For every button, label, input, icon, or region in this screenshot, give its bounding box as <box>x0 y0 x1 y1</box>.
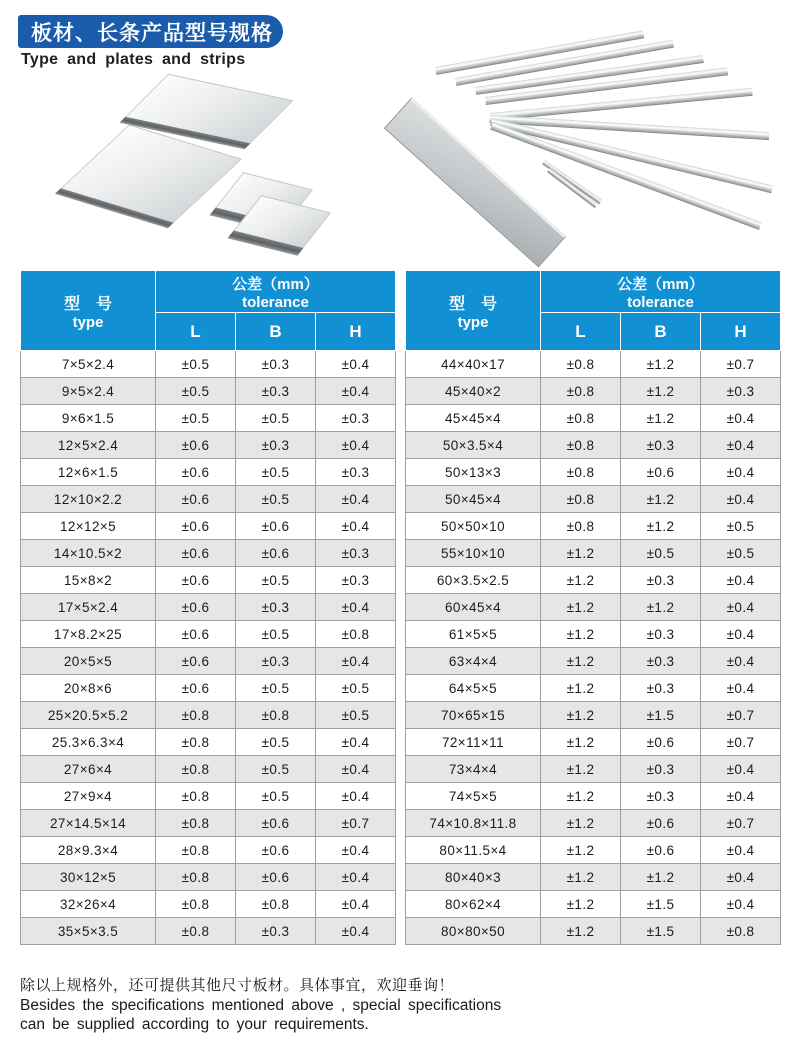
type-cell: 15×8×2 <box>21 567 156 594</box>
table-row <box>406 594 781 621</box>
tolerance-cell: ±0.3 <box>236 594 316 621</box>
table-row <box>406 405 781 432</box>
tolerance-cell: ±0.4 <box>701 837 781 864</box>
page-title: 板材、长条产品型号规格 <box>31 21 273 45</box>
tolerance-cell: ±0.3 <box>316 567 396 594</box>
tolerance-cell: ±1.2 <box>541 837 621 864</box>
tolerance-cell: ±0.4 <box>701 783 781 810</box>
table-row <box>406 540 781 567</box>
type-cell: 32×26×4 <box>21 891 156 918</box>
tolerance-cell: ±0.4 <box>316 891 396 918</box>
tolerance-cell: ±0.5 <box>316 675 396 702</box>
tolerance-cell: ±0.4 <box>701 891 781 918</box>
tolerance-cell: ±1.2 <box>621 378 701 405</box>
tolerance-cell: ±0.3 <box>701 378 781 405</box>
tolerance-cell: ±1.2 <box>541 594 621 621</box>
table-row <box>21 405 396 432</box>
table-row <box>21 891 396 918</box>
tolerance-cell: ±0.4 <box>701 567 781 594</box>
tolerance-cell: ±0.4 <box>316 864 396 891</box>
page-subtitle: Type and plates and strips <box>21 51 246 68</box>
tolerance-cell: ±0.6 <box>236 513 316 540</box>
tolerance-cell: ±0.5 <box>236 729 316 756</box>
tolerance-cell: ±1.2 <box>541 891 621 918</box>
tolerance-cell: ±0.4 <box>701 864 781 891</box>
metal-strip <box>547 168 598 208</box>
column-header-l: L <box>541 313 621 351</box>
tolerance-cell: ±0.6 <box>236 810 316 837</box>
tolerance-cell: ±1.2 <box>621 486 701 513</box>
tolerance-cell: ±0.8 <box>156 837 236 864</box>
type-cell: 80×11.5×4 <box>406 837 541 864</box>
tolerance-cell: ±0.6 <box>156 540 236 567</box>
table-row <box>406 351 781 378</box>
column-header-l: L <box>156 313 236 351</box>
tolerance-header: 公差（mm） tolerance <box>156 271 396 313</box>
type-cell: 55×10×10 <box>406 540 541 567</box>
tolerance-cell: ±0.3 <box>621 756 701 783</box>
table-row <box>21 432 396 459</box>
tolerance-cell: ±0.8 <box>541 405 621 432</box>
table-row <box>21 918 396 945</box>
table-row <box>21 837 396 864</box>
type-cell: 27×6×4 <box>21 756 156 783</box>
type-cell: 7×5×2.4 <box>21 351 156 378</box>
type-cell: 64×5×5 <box>406 675 541 702</box>
tolerance-cell: ±0.4 <box>316 918 396 945</box>
tolerance-cell: ±0.8 <box>541 432 621 459</box>
type-cell: 27×9×4 <box>21 783 156 810</box>
type-cell: 14×10.5×2 <box>21 540 156 567</box>
type-cell: 35×5×3.5 <box>21 918 156 945</box>
tolerance-cell: ±0.5 <box>236 459 316 486</box>
table-row <box>21 729 396 756</box>
type-cell: 27×14.5×14 <box>21 810 156 837</box>
tolerance-cell: ±0.8 <box>541 486 621 513</box>
tolerance-cell: ±0.8 <box>541 351 621 378</box>
tolerance-cell: ±1.5 <box>621 891 701 918</box>
tolerance-cell: ±1.2 <box>541 540 621 567</box>
tolerance-cell: ±0.4 <box>701 621 781 648</box>
tolerance-cell: ±0.8 <box>156 702 236 729</box>
type-cell: 45×40×2 <box>406 378 541 405</box>
tolerance-cell: ±0.4 <box>316 783 396 810</box>
tolerance-cell: ±0.8 <box>701 918 781 945</box>
type-cell: 17×8.2×25 <box>21 621 156 648</box>
table-row <box>21 459 396 486</box>
type-cell: 9×6×1.5 <box>21 405 156 432</box>
table-row <box>21 486 396 513</box>
tolerance-cell: ±1.2 <box>541 756 621 783</box>
tolerance-cell: ±0.8 <box>156 756 236 783</box>
tolerance-cell: ±0.6 <box>236 864 316 891</box>
table-row <box>21 648 396 675</box>
table-row <box>21 675 396 702</box>
tolerance-cell: ±0.6 <box>156 675 236 702</box>
tolerance-cell: ±0.4 <box>316 513 396 540</box>
tolerance-cell: ±0.3 <box>621 675 701 702</box>
tolerance-cell: ±0.5 <box>701 513 781 540</box>
table-row <box>21 513 396 540</box>
type-cell: 17×5×2.4 <box>21 594 156 621</box>
tolerance-cell: ±0.8 <box>156 783 236 810</box>
type-cell: 20×8×6 <box>21 675 156 702</box>
type-cell: 60×45×4 <box>406 594 541 621</box>
tolerance-cell: ±0.5 <box>236 675 316 702</box>
tolerance-cell: ±0.5 <box>236 405 316 432</box>
tolerance-cell: ±0.4 <box>701 459 781 486</box>
table-row <box>406 513 781 540</box>
tolerance-cell: ±0.4 <box>316 351 396 378</box>
tolerance-cell: ±0.3 <box>621 567 701 594</box>
tolerance-cell: ±0.3 <box>316 405 396 432</box>
tolerance-cell: ±0.6 <box>236 540 316 567</box>
column-header-h: H <box>316 313 396 351</box>
tolerance-cell: ±0.6 <box>621 810 701 837</box>
tolerance-cell: ±0.5 <box>156 405 236 432</box>
table-row <box>406 810 781 837</box>
type-cell: 9×5×2.4 <box>21 378 156 405</box>
tolerance-cell: ±0.4 <box>316 729 396 756</box>
table-row <box>21 378 396 405</box>
tolerance-cell: ±0.6 <box>621 729 701 756</box>
tolerance-cell: ±0.8 <box>156 729 236 756</box>
tolerance-cell: ±1.5 <box>621 918 701 945</box>
table-row <box>21 756 396 783</box>
table-row <box>406 675 781 702</box>
type-cell: 45×45×4 <box>406 405 541 432</box>
tolerance-cell: ±1.2 <box>621 405 701 432</box>
tolerance-cell: ±0.7 <box>701 810 781 837</box>
table-row <box>406 891 781 918</box>
tolerance-cell: ±0.8 <box>156 864 236 891</box>
spec-table-right <box>405 270 781 945</box>
table-row <box>21 783 396 810</box>
table-row <box>406 567 781 594</box>
tolerance-cell: ±0.6 <box>156 648 236 675</box>
tolerance-cell: ±0.4 <box>316 486 396 513</box>
type-cell: 28×9.3×4 <box>21 837 156 864</box>
tolerance-cell: ±0.8 <box>236 702 316 729</box>
tolerance-cell: ±0.8 <box>156 918 236 945</box>
tolerance-cell: ±0.3 <box>236 351 316 378</box>
tolerance-cell: ±0.8 <box>156 810 236 837</box>
table-row <box>21 351 396 378</box>
type-cell: 61×5×5 <box>406 621 541 648</box>
tolerance-cell: ±1.2 <box>621 864 701 891</box>
tolerance-cell: ±1.2 <box>541 702 621 729</box>
tolerance-cell: ±0.5 <box>236 486 316 513</box>
tolerance-cell: ±0.5 <box>236 621 316 648</box>
tolerance-cell: ±0.4 <box>701 675 781 702</box>
tolerance-cell: ±0.6 <box>156 432 236 459</box>
tolerance-cell: ±1.2 <box>541 675 621 702</box>
table-row <box>21 594 396 621</box>
tolerance-cell: ±0.6 <box>156 513 236 540</box>
tolerance-cell: ±0.4 <box>316 837 396 864</box>
tolerance-cell: ±1.2 <box>541 783 621 810</box>
tolerance-cell: ±0.3 <box>236 432 316 459</box>
tolerance-cell: ±0.7 <box>701 729 781 756</box>
table-row <box>406 864 781 891</box>
plates-photo <box>40 75 360 260</box>
tolerance-cell: ±1.2 <box>541 648 621 675</box>
type-cell: 12×5×2.4 <box>21 432 156 459</box>
table-row <box>21 810 396 837</box>
tolerance-cell: ±0.7 <box>701 351 781 378</box>
type-cell: 80×40×3 <box>406 864 541 891</box>
type-cell: 72×11×11 <box>406 729 541 756</box>
tolerance-cell: ±0.6 <box>621 459 701 486</box>
type-cell: 50×3.5×4 <box>406 432 541 459</box>
footer-line-cn: 除以上规格外，还可提供其他尺寸板材。具体事宜，欢迎垂询！ <box>20 977 455 994</box>
type-cell: 30×12×5 <box>21 864 156 891</box>
type-column-header: 型 号 type <box>21 271 156 351</box>
tolerance-cell: ±0.3 <box>621 621 701 648</box>
column-header-h: H <box>701 313 781 351</box>
tolerance-cell: ±0.7 <box>701 702 781 729</box>
tolerance-cell: ±0.5 <box>236 783 316 810</box>
table-row <box>406 702 781 729</box>
tolerance-cell: ±0.3 <box>621 783 701 810</box>
tolerance-cell: ±0.4 <box>316 756 396 783</box>
tolerance-cell: ±0.5 <box>701 540 781 567</box>
spec-table-left <box>20 270 396 945</box>
tolerance-cell: ±1.5 <box>621 702 701 729</box>
tolerance-cell: ±0.3 <box>316 459 396 486</box>
tolerance-cell: ±0.5 <box>156 378 236 405</box>
tolerance-cell: ±0.3 <box>236 378 316 405</box>
type-cell: 50×13×3 <box>406 459 541 486</box>
tolerance-cell: ±0.8 <box>316 621 396 648</box>
tolerance-cell: ±1.2 <box>541 621 621 648</box>
tolerance-cell: ±0.4 <box>316 594 396 621</box>
tolerance-cell: ±1.2 <box>621 594 701 621</box>
footer-note <box>20 976 501 1034</box>
type-cell: 12×6×1.5 <box>21 459 156 486</box>
tolerance-cell: ±0.3 <box>621 648 701 675</box>
type-cell: 50×50×10 <box>406 513 541 540</box>
tolerance-cell: ±0.8 <box>541 513 621 540</box>
table-row <box>21 702 396 729</box>
tolerance-cell: ±0.4 <box>701 405 781 432</box>
type-cell: 74×10.8×11.8 <box>406 810 541 837</box>
column-header-b: B <box>236 313 316 351</box>
table-row <box>406 918 781 945</box>
tolerance-cell: ±1.2 <box>541 918 621 945</box>
tolerance-cell: ±0.6 <box>156 459 236 486</box>
strips-photo <box>390 25 790 255</box>
table-row <box>406 756 781 783</box>
type-cell: 80×80×50 <box>406 918 541 945</box>
tolerance-cell: ±0.4 <box>701 594 781 621</box>
table-row <box>406 459 781 486</box>
tolerance-cell: ±0.7 <box>316 810 396 837</box>
tolerance-cell: ±0.5 <box>316 702 396 729</box>
type-cell: 20×5×5 <box>21 648 156 675</box>
type-column-header: 型 号 type <box>406 271 541 351</box>
table-row <box>406 729 781 756</box>
table-row <box>406 621 781 648</box>
tolerance-cell: ±0.4 <box>316 378 396 405</box>
tolerance-cell: ±0.8 <box>236 891 316 918</box>
tolerance-cell: ±0.5 <box>621 540 701 567</box>
type-cell: 73×4×4 <box>406 756 541 783</box>
tolerance-cell: ±0.4 <box>316 432 396 459</box>
type-cell: 63×4×4 <box>406 648 541 675</box>
tolerance-cell: ±0.6 <box>156 486 236 513</box>
tolerance-cell: ±0.6 <box>236 837 316 864</box>
footer-line-en2: can be supplied according to your requirements. <box>20 1016 369 1033</box>
table-row <box>21 567 396 594</box>
tolerance-cell: ±1.2 <box>541 810 621 837</box>
tolerance-cell: ±0.6 <box>156 567 236 594</box>
table-row <box>406 432 781 459</box>
type-cell: 80×62×4 <box>406 891 541 918</box>
tolerance-cell: ±1.2 <box>621 513 701 540</box>
tolerance-cell: ±0.8 <box>541 378 621 405</box>
tolerance-cell: ±0.4 <box>701 486 781 513</box>
tolerance-cell: ±0.6 <box>621 837 701 864</box>
type-cell: 25×20.5×5.2 <box>21 702 156 729</box>
tolerance-cell: ±0.5 <box>156 351 236 378</box>
tolerance-cell: ±0.3 <box>236 648 316 675</box>
tolerance-cell: ±0.4 <box>701 432 781 459</box>
table-row <box>21 864 396 891</box>
type-cell: 12×10×2.2 <box>21 486 156 513</box>
tolerance-cell: ±0.5 <box>236 567 316 594</box>
type-cell: 70×65×15 <box>406 702 541 729</box>
table-row <box>406 378 781 405</box>
tolerance-cell: ±1.2 <box>541 864 621 891</box>
tolerance-cell: ±1.2 <box>541 729 621 756</box>
tolerance-cell: ±1.2 <box>621 351 701 378</box>
table-row <box>21 540 396 567</box>
tolerance-cell: ±0.4 <box>701 756 781 783</box>
tolerance-header: 公差（mm） tolerance <box>541 271 781 313</box>
type-cell: 74×5×5 <box>406 783 541 810</box>
tolerance-cell: ±0.3 <box>621 432 701 459</box>
tolerance-cell: ±0.8 <box>541 459 621 486</box>
table-row <box>406 837 781 864</box>
type-cell: 12×12×5 <box>21 513 156 540</box>
tolerance-cell: ±0.5 <box>236 756 316 783</box>
type-cell: 25.3×6.3×4 <box>21 729 156 756</box>
tolerance-cell: ±0.6 <box>156 594 236 621</box>
tolerance-cell: ±0.3 <box>316 540 396 567</box>
table-row <box>21 621 396 648</box>
footer-line-en1: Besides the specifications mentioned above , special specifications <box>20 997 502 1014</box>
tolerance-cell: ±1.2 <box>541 567 621 594</box>
tolerance-cell: ±0.6 <box>156 621 236 648</box>
type-cell: 44×40×17 <box>406 351 541 378</box>
tolerance-cell: ±0.4 <box>316 648 396 675</box>
table-row <box>406 783 781 810</box>
tolerance-cell: ±0.3 <box>236 918 316 945</box>
table-row <box>406 648 781 675</box>
type-cell: 50×45×4 <box>406 486 541 513</box>
tolerance-cell: ±0.8 <box>156 891 236 918</box>
type-cell: 60×3.5×2.5 <box>406 567 541 594</box>
column-header-b: B <box>621 313 701 351</box>
table-row <box>406 486 781 513</box>
page-title-banner <box>18 15 283 48</box>
tolerance-cell: ±0.4 <box>701 648 781 675</box>
